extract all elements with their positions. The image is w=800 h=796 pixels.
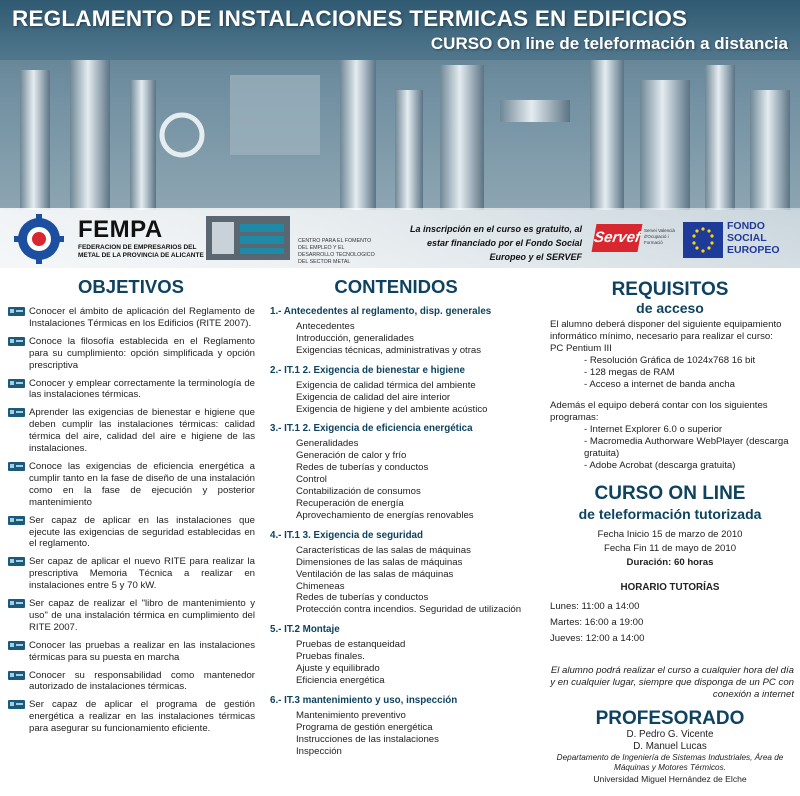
objective-text: Ser capaz de aplicar el programa de gestión energética a realizar en las instalaciones térmicas para asegurar su funcionamiento eficiente. (29, 699, 255, 735)
page-title: REGLAMENTO DE INSTALACIONES TERMICAS EN EDIFICIOS (12, 6, 688, 31)
tutoring-slot: Martes: 16:00 a 19:00 (550, 616, 644, 628)
course-heading: CURSO ON LINE (594, 482, 746, 504)
teacher-department: Departamento de Ingeniería de Sistemas Industriales, Área de Máquinas y Motores Térmicos. (556, 752, 784, 772)
requirements-column (540, 270, 800, 785)
module-topic: Aprovechamiento de energías renovables (296, 509, 474, 521)
module-topic: Programa de gestión energética (296, 721, 433, 733)
bullet-icon (8, 337, 25, 346)
module-topic: Contabilización de consumos (296, 486, 421, 498)
module-topic: Características de las salas de máquinas (296, 544, 471, 556)
bullet-icon (8, 307, 25, 316)
module-topic: Inspección (296, 745, 342, 757)
objective-item (0, 461, 262, 509)
hardware-item: - Acceso a internet de banda ancha (584, 378, 735, 390)
module-topic: Introducción, generalidades (296, 332, 414, 344)
course-start-date: Fecha Inicio 15 de marzo de 2010 (597, 528, 743, 540)
objective-item (0, 336, 262, 372)
objective-text: Conoce la filosofía establecida en el Reglamento para su cumplimiento: opción simplificada y opción prescriptiva (29, 335, 255, 371)
fempa-name: FEMPA (78, 216, 163, 243)
module-topic: Control (296, 474, 327, 486)
teacher-name: D. Manuel Lucas (633, 740, 707, 752)
fempa-description: FEDERACION DE EMPRESARIOS DEL METAL DE LA PROVINCIA DE ALICANTE (78, 244, 204, 259)
ctf-logo (206, 216, 375, 265)
module-topic: Pruebas finales. (296, 651, 365, 663)
objectives-column (0, 270, 262, 741)
module-title: 4.- IT.1 3. Exigencia de seguridad (270, 529, 423, 541)
module-title: 3.- IT.1 2. Exigencia de eficiencia energética (270, 423, 473, 435)
bullet-icon (8, 516, 25, 525)
module-block (270, 624, 530, 687)
bullet-icon (8, 671, 25, 680)
teacher-university: Universidad Miguel Hernández de Elche (593, 773, 747, 784)
module-topic: Instrucciones de las instalaciones (296, 733, 439, 745)
objective-text: Ser capaz de aplicar en las instalaciones que ejecute las exigencias de seguridad establecidas en el reglamento. (29, 514, 255, 550)
objective-item (0, 640, 262, 664)
module-topic: Exigencia de calidad térmica del ambiente (296, 379, 476, 391)
contents-column (262, 270, 530, 765)
objective-text: Conocer el ámbito de aplicación del Reglamento de Instalaciones Térmicas en los Edificios (RITE 2007). (29, 306, 255, 329)
objective-text: Conoce las exigencias de eficiencia energética a cumplir tanto en la fase de diseño de una instalación como en la fase de ejecución y posterior mantenimiento (29, 460, 255, 508)
bullet-icon (8, 408, 25, 417)
program-item: - Adobe Acrobat (descarga gratuita) (584, 459, 736, 471)
objective-item (0, 598, 262, 634)
module-topic: Generación de calor y frío (296, 450, 407, 462)
module-topic: Exigencia de higiene y del ambiente acústico (296, 403, 488, 415)
objective-text: Conocer y emplear correctamente la terminología de las instalaciones térmicas. (29, 377, 255, 401)
objective-text: Conocer las pruebas a realizar en las instalaciones térmicas para su puesta en marcha (29, 639, 255, 663)
requirements-subheading: de acceso (636, 300, 704, 316)
bullet-icon (8, 700, 25, 709)
objectives-list (0, 306, 262, 735)
tutoring-slot: Jueves: 12:00 a 14:00 (550, 632, 645, 644)
bullet-icon (8, 462, 25, 471)
module-topic: Chimeneas (296, 580, 345, 592)
ctf-description: CENTRO PARA EL FOMENTO DEL EMPLEO Y EL DESARROLLO TECNOLOGICO DEL SECTOR METAL (298, 238, 375, 265)
bullet-icon (8, 641, 25, 650)
objective-item (0, 306, 262, 330)
servef-logo (594, 220, 678, 260)
requirements-pc: PC Pentium III (550, 342, 612, 354)
program-item: - Internet Explorer 6.0 o superior (584, 424, 723, 436)
bullet-icon (8, 557, 25, 566)
fempa-gear-icon (14, 214, 64, 264)
page-subtitle: CURSO On line de teleformación a distancia (430, 34, 788, 53)
objective-item (0, 556, 262, 592)
module-topic: Protección contra incendios. Seguridad de utilización (296, 604, 522, 616)
hardware-item: - Resolución Gráfica de 1024x768 16 bit (584, 354, 756, 366)
module-topic: Exigencias técnicas, administrativas y otras (296, 344, 482, 356)
module-topic: Eficiencia energética (296, 674, 385, 686)
course-subheading: de teleformación tutorizada (578, 505, 762, 522)
module-topic: Pruebas de estanqueidad (296, 639, 406, 651)
course-end-date: Fecha Fin 11 de mayo de 2010 (603, 542, 737, 554)
programs-intro: Además el equipo deberá contar con los siguientes programas: (550, 400, 768, 424)
teacher-name: D. Pedro G. Vicente (626, 728, 714, 740)
fempa-logo (14, 214, 204, 264)
module-title: 1.- Antecedentes al reglamento, disp. generales (270, 306, 492, 317)
tutoring-slot: Lunes: 11:00 a 14:00 (550, 600, 640, 612)
eu-flag-icon (683, 222, 723, 258)
requirements-heading: REQUISITOS (611, 279, 729, 300)
fse-logo (683, 220, 795, 260)
objective-item (0, 515, 262, 551)
bullet-icon (8, 379, 25, 388)
ctf-emblem-icon (206, 216, 290, 260)
bullet-icon (8, 599, 25, 608)
program-item: - Macromedia Authorware WebPlayer (descarga gratuita) (584, 436, 789, 460)
tutoring-heading: HORARIO TUTORÍAS (620, 581, 720, 593)
servef-name: Servef (592, 224, 643, 252)
objective-text: Ser capaz de realizar el "libro de mantenimiento y uso" de una instalación térmica en cumplimiento del RITE 2007. (29, 598, 255, 633)
hardware-item: - 128 megas de RAM (584, 366, 675, 378)
course-note: El alumno podrá realizar el curso a cualquier hora del día y en cualquier lugar, siempre que disponga de un PC con conexión a internet (550, 664, 794, 700)
industrial-pipes-photo (0, 60, 800, 210)
module-topic: Recuperación de energía (296, 497, 404, 509)
objective-item (0, 670, 262, 694)
module-block (270, 530, 530, 616)
objective-item (0, 699, 262, 735)
requirements-intro: El alumno deberá disponer del siguiente equipamiento informático mínimo, necesario para realizar el curso: (550, 319, 782, 342)
contents-heading: CONTENIDOS (334, 276, 458, 297)
module-topic: Redes de tuberías y conductos (296, 462, 429, 474)
modules-list (262, 306, 530, 757)
objective-text: Conocer su responsabilidad como mantenedor autorizado de instalaciones térmicas. (29, 669, 255, 693)
objective-item (0, 407, 262, 455)
module-topic: Mantenimiento preventivo (296, 709, 406, 721)
teachers-heading: PROFESORADO (595, 707, 745, 729)
module-topic: Generalidades (296, 438, 359, 450)
servef-description: Servei Valencià d'Ocupació i Formació (644, 228, 675, 245)
module-topic: Ventilación de las salas de máquinas (296, 568, 454, 580)
course-duration: Duración: 60 horas (626, 556, 714, 568)
inscription-note: La inscripción en el curso es gratuito, al estar financiado por el Fondo Social Europeo y el SERVEF (409, 224, 582, 262)
module-title: 2.- IT.1 2. Exigencia de bienestar e higiene (270, 364, 465, 376)
module-topic: Exigencia de calidad del aire interior (296, 391, 451, 403)
module-topic: Redes de tuberías y conductos (296, 592, 429, 604)
objectives-heading: OBJETIVOS (78, 276, 184, 297)
module-topic: Dimensiones de las salas de máquinas (296, 556, 463, 568)
objective-item (0, 378, 262, 402)
module-block (270, 695, 530, 758)
header-banner (0, 0, 800, 268)
module-topic: Ajuste y equilibrado (296, 663, 380, 675)
module-title: 6.- IT.3 mantenimiento y uso, inspección (270, 694, 458, 706)
module-block (270, 306, 530, 357)
objective-text: Ser capaz de aplicar el nuevo RITE para realizar la prescriptiva Memoria Técnica a realizar en instalaciones entre 5 y 70 kW. (29, 556, 255, 592)
module-block (270, 365, 530, 416)
module-title: 5.- IT.2 Montaje (270, 624, 340, 636)
fse-name: FONDO SOCIAL EUROPEO (727, 220, 780, 256)
module-block (270, 423, 530, 521)
objective-text: Aprender las exigencias de bienestar e higiene que deben cumplir las instalaciones térmicas: calidad térmica del aire, calidad del aire e higiene de las instalaciones. (29, 407, 255, 455)
module-topic: Antecedentes (296, 321, 355, 332)
